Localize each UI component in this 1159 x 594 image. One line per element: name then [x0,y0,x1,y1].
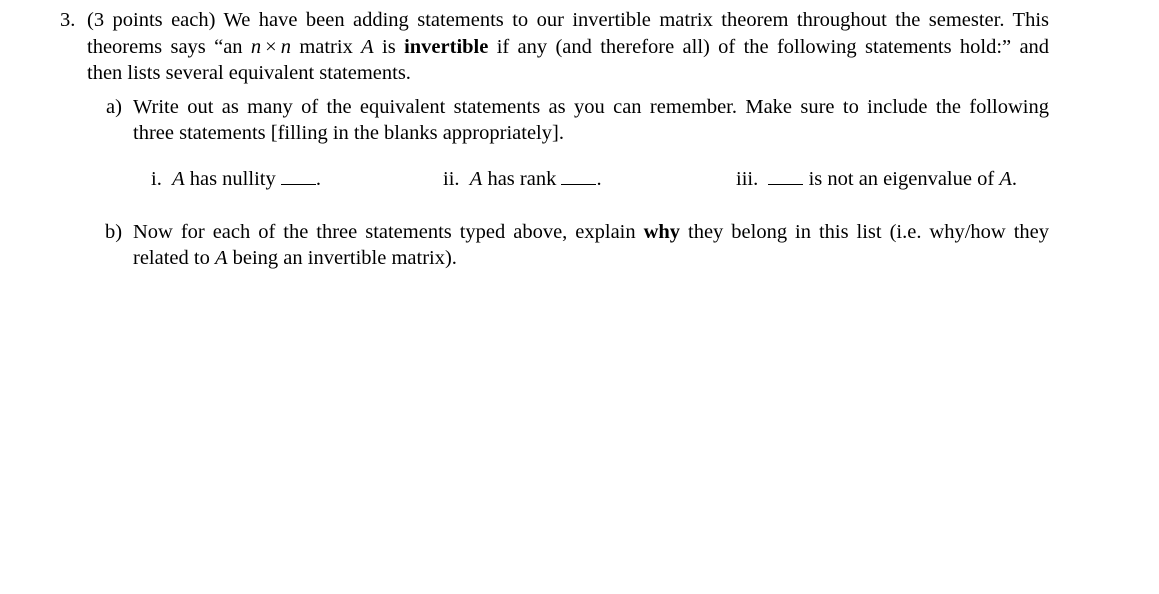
part-b-line-2 [133,245,457,271]
problem-line-2-post: if any (and therefore all) of the following statements hold:” and [496,36,1049,58]
bold-why: why [643,221,681,243]
problem-line-1-text: (3 points each) We have been adding statements to our invertible matrix theorem throughout the semester. This [87,9,1049,31]
problem-line-2-mid: matrix [299,36,353,58]
statement-item-iii [736,166,1017,192]
times-symbol: × [265,36,277,58]
part-a-line-1-text: Write out as many of the equivalent statements as you can remember. Make sure to include the following [133,96,1049,118]
problem-number [60,7,75,33]
problem-line-3-text: then lists several equivalent statements. [87,62,411,84]
item-ii-end: . [596,168,602,190]
problem-line-2-is: is [382,36,396,58]
item-iii-end: . [1011,168,1017,190]
part-b-line-1-post: they belong in this list (i.e. why/how they [688,221,1049,243]
part-a-line-1 [133,94,1049,120]
math-n: n [280,36,291,58]
item-ii-text: has rank [487,168,557,190]
part-b-line-1-pre: Now for each of the three statements typed above, explain [133,221,636,243]
part-b-label-text: b) [105,221,123,243]
part-a-label-text: a) [106,96,122,118]
problem-line-1 [87,7,1049,33]
statement-item-i [151,166,321,192]
part-b-line-2-pre: related to [133,247,210,269]
math-A: A [172,168,185,190]
math-A: A [999,168,1012,190]
item-i-label: i. [151,168,162,190]
statement-item-ii [443,166,602,192]
bold-invertible: invertible [404,36,489,58]
item-iii-text: is not an eigenvalue of [808,168,995,190]
part-b-line-2-post: being an invertible matrix). [232,247,457,269]
item-i-text: has nullity [189,168,276,190]
item-iii-label: iii. [736,168,759,190]
answer-blank [281,166,316,185]
problem-line-2 [87,34,1049,60]
part-b-label [105,219,122,245]
answer-blank [561,166,596,185]
problem-line-3 [87,60,411,86]
problem-number-text: 3. [60,9,76,31]
item-i-end: . [315,168,321,190]
item-ii-label: ii. [443,168,460,190]
part-a-line-2 [133,120,564,146]
math-n: n [250,36,262,58]
part-a-label [106,94,122,120]
part-b-line-1 [133,219,1049,245]
problem-line-2-pre: theorems says “an [87,36,243,58]
part-a-line-2-text: three statements [filling in the blanks appropriately]. [133,122,564,144]
answer-blank [768,166,803,185]
math-A: A [361,36,374,58]
math-A: A [469,168,483,190]
math-A: A [214,247,228,269]
